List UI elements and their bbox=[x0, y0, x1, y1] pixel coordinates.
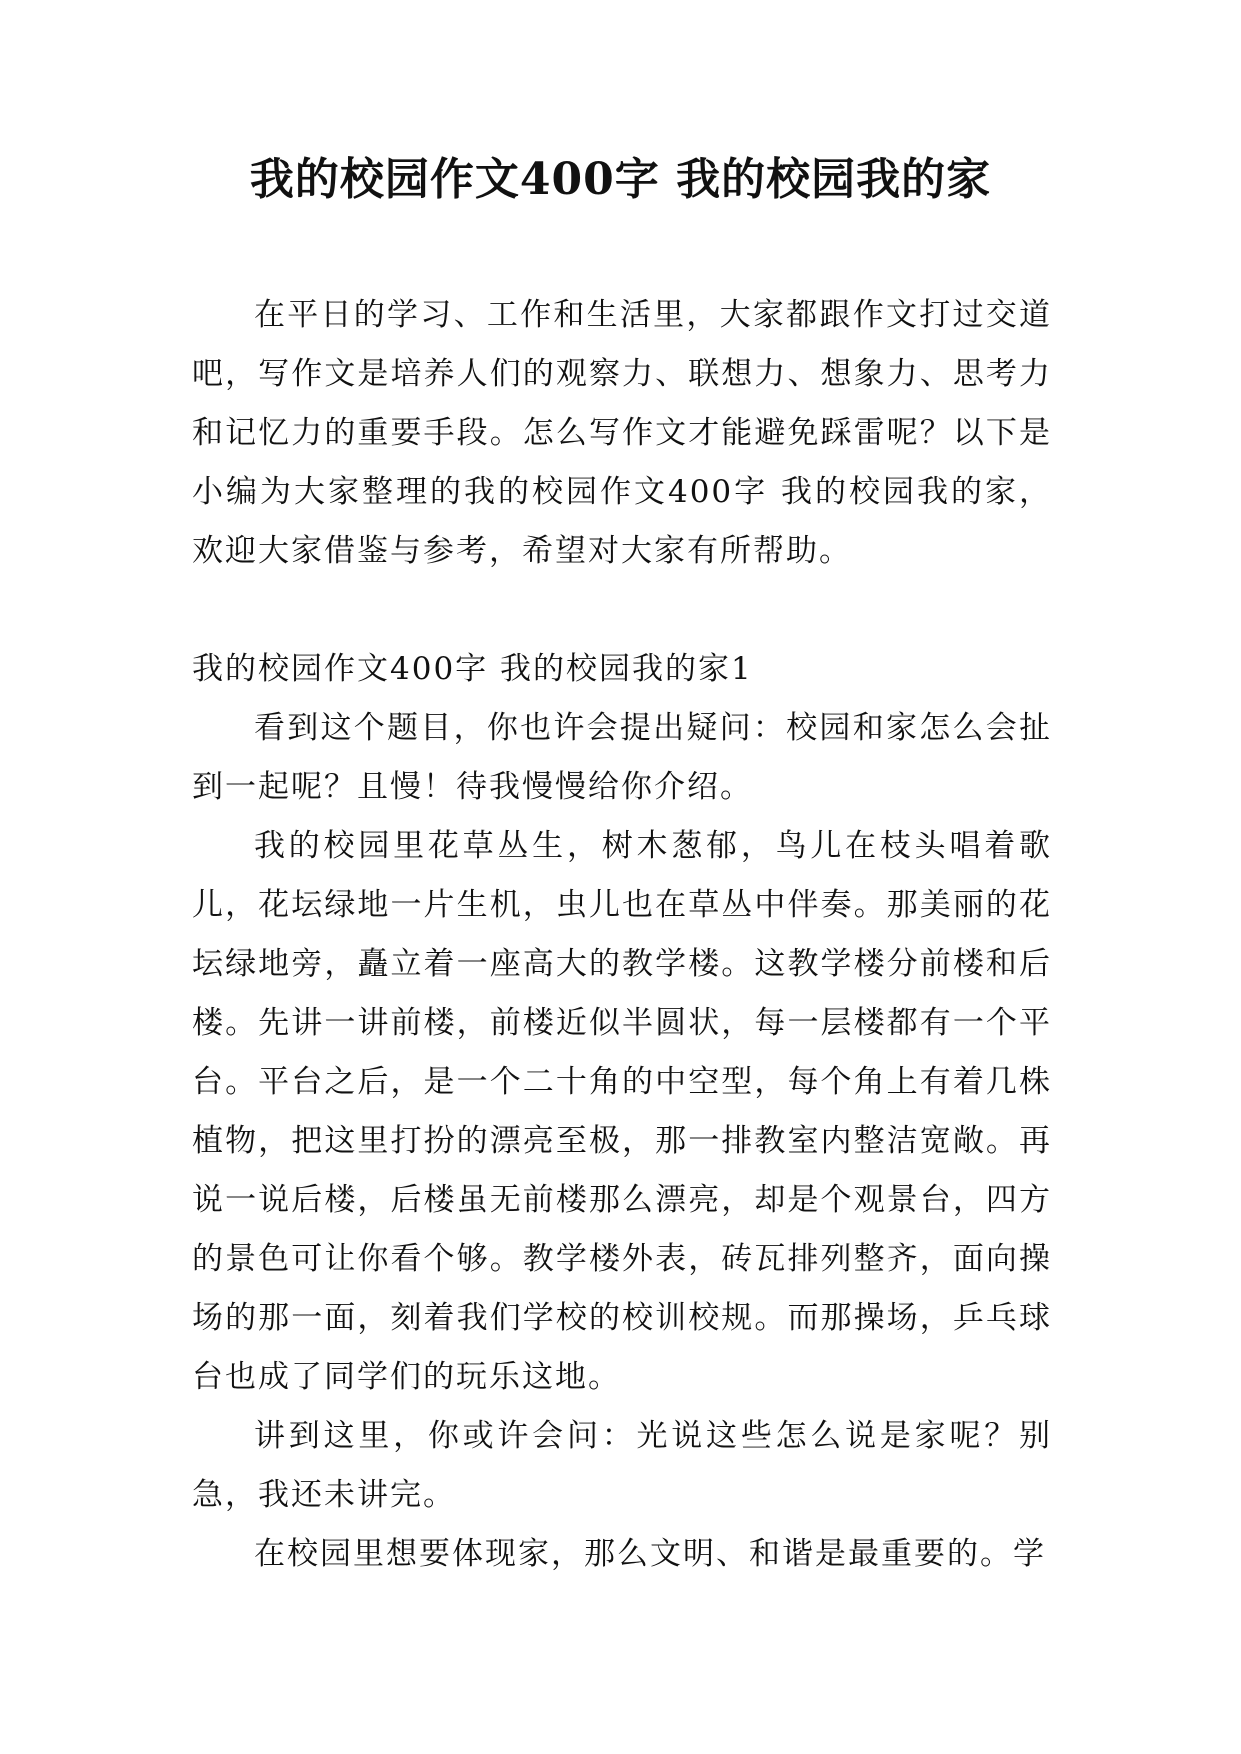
essay-paragraph-3: 讲到这里，你或许会问：光说这些怎么说是家呢？别急，我还未讲完。 bbox=[192, 1418, 1052, 1513]
essay-paragraph-4: 在校园里想要体现家，那么文明、和谐是最重要的。学 bbox=[254, 1536, 1046, 1572]
intro-block bbox=[192, 286, 1052, 581]
essay-paragraph-2: 我的校园里花草丛生，树木葱郁，鸟儿在枝头唱着歌儿，花坛绿地一片生机，虫儿也在草丛中伴奏。那美丽的花坛绿地旁，矗立着一座高大的教学楼。这教学楼分前楼和后楼。先讲一讲前楼，前楼近似半圆状，每一层楼都有一个平台。平台之后，是一个二十角的中空型，每个角上有着几株植物，把这里打扮的漂亮至极，那一排教室内整洁宽敞。再说一说后楼，后楼虽无前楼那么漂亮，却是个观景台，四方的景色可让你看个够。教学楼外表，砖瓦排列整齐，面向操场的那一面，刻着我们学校的校训校规。而那操场，乒乓球台也成了同学们的玩乐这地。 bbox=[192, 828, 1052, 1395]
intro-paragraph: 在平日的学习、工作和生活里，大家都跟作文打过交道吧，写作文是培养人们的观察力、联想力、想象力、思考力和记忆力的重要手段。怎么写作文才能避免踩雷呢？以下是小编为大家整理的我的校园作文400字 我的校园我的家，欢迎大家借鉴与参考，希望对大家有所帮助。 bbox=[192, 297, 1052, 569]
section-heading: 我的校园作文400字 我的校园我的家1 bbox=[192, 651, 753, 687]
document-title: 我的校园作文400字 我的校园我的家 bbox=[249, 154, 992, 205]
essay-section bbox=[192, 640, 1052, 1584]
essay-paragraph-1: 看到这个题目，你也许会提出疑问：校园和家怎么会扯到一起呢？且慢！待我慢慢给你介绍。 bbox=[192, 710, 1052, 805]
